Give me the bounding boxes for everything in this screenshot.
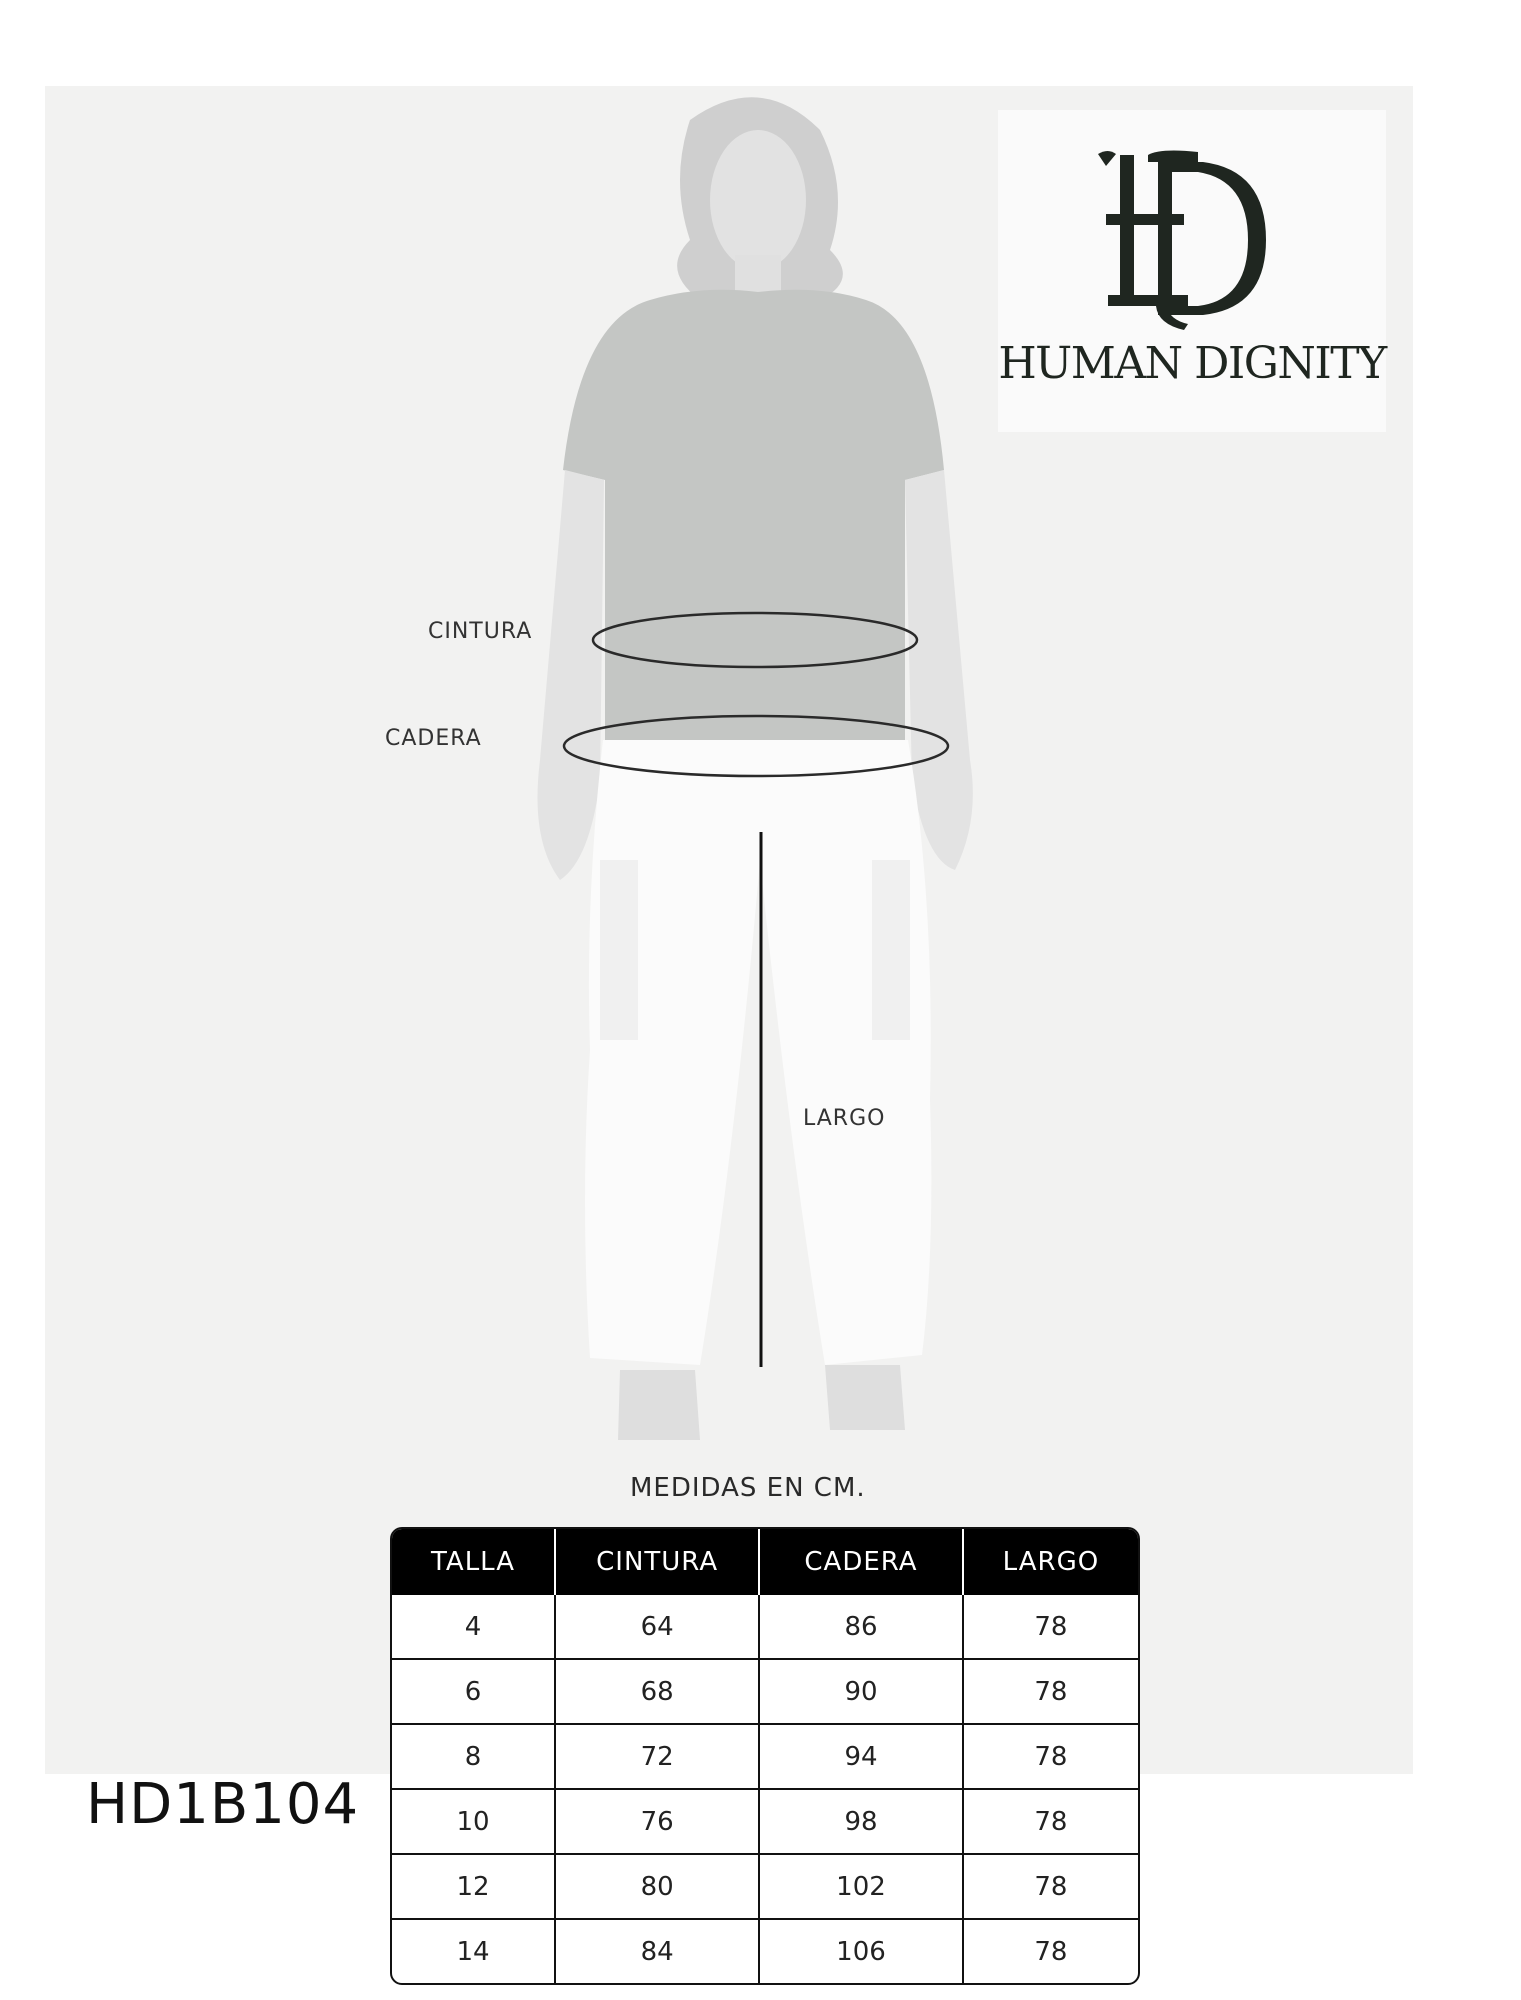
hip-label: CADERA <box>385 726 482 751</box>
cell-size: 12 <box>392 1853 556 1918</box>
cell-length: 78 <box>1034 1611 1068 1642</box>
cell-hip: 94 <box>760 1723 964 1788</box>
cell-length: 78 <box>964 1788 1138 1853</box>
waist-label: CINTURA <box>428 619 533 644</box>
cell-length: 78 <box>964 1918 1138 1983</box>
units-caption: MEDIDAS EN CM. <box>630 1473 866 1503</box>
hd-monogram-icon <box>998 110 1386 340</box>
cell-hip: 106 <box>760 1918 964 1983</box>
length-label: LARGO <box>803 1106 886 1131</box>
cell-size: 4 <box>392 1595 556 1658</box>
cell-waist: 80 <box>556 1853 760 1918</box>
cell-hip: 102 <box>760 1853 964 1918</box>
table-row <box>392 1723 1138 1788</box>
cell-length: 78 <box>964 1853 1138 1918</box>
cell-waist: 84 <box>556 1918 760 1983</box>
cell-hip: 90 <box>760 1658 964 1723</box>
cell-hip: 86 <box>760 1595 964 1658</box>
cell-size: 8 <box>392 1723 556 1788</box>
cell-waist: 64 <box>556 1595 760 1658</box>
table-row <box>392 1918 1138 1983</box>
cell-length: 78 <box>964 1723 1138 1788</box>
cell-size: 10 <box>392 1788 556 1853</box>
cell-size: 14 <box>392 1918 556 1983</box>
cell-hip: 98 <box>760 1788 964 1853</box>
size-chart-table <box>390 1527 1140 1985</box>
pants-shape <box>585 740 931 1365</box>
column-header-length: LARGO <box>964 1529 1138 1595</box>
table-row <box>392 1658 1138 1723</box>
column-header-hip: CADERA <box>760 1529 964 1595</box>
table-row <box>392 1853 1138 1918</box>
product-code: HD1B104 <box>86 1772 360 1837</box>
table-row <box>392 1788 1138 1853</box>
cell-size: 6 <box>392 1658 556 1723</box>
table-header-row <box>392 1529 1138 1595</box>
cell-waist: 76 <box>556 1788 760 1853</box>
cell-waist: 68 <box>556 1658 760 1723</box>
column-header-size: TALLA <box>392 1529 556 1595</box>
cell-waist: 72 <box>556 1723 760 1788</box>
column-header-waist: CINTURA <box>556 1529 760 1595</box>
cell-length: 78 <box>964 1658 1138 1723</box>
table-row <box>392 1595 1138 1658</box>
brand-logo <box>998 110 1386 432</box>
brand-wordmark: HUMAN DIGNITY <box>998 338 1386 389</box>
tshirt-shape <box>563 290 944 745</box>
